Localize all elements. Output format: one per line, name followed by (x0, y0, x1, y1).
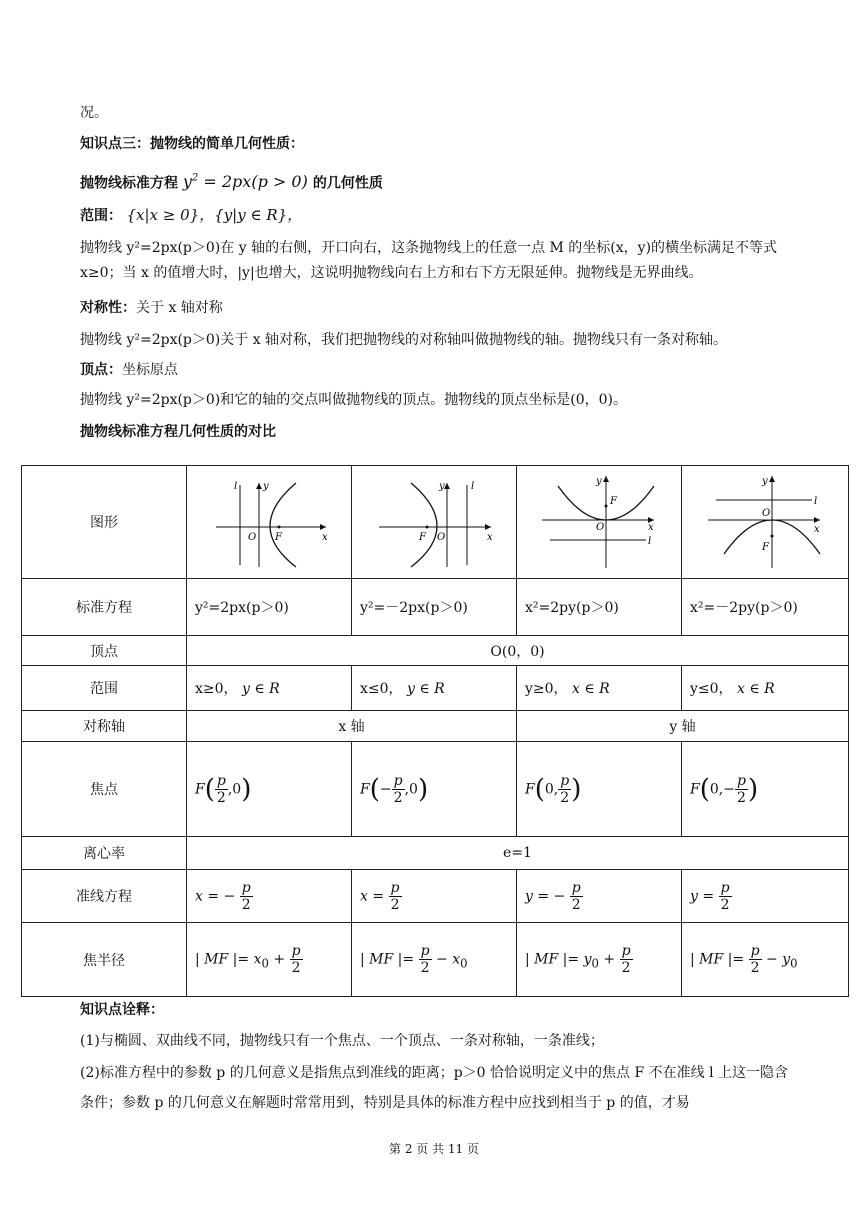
note-2: (2)标准方程中的参数 p 的几何意义是指焦点到准线的距离；p＞0 恰恰说明定义中的焦点 F 不在准线 l 上这一隐含条件；参数 p 的几何意义在解题时常常用到，特别是具体的标准方程中应找到相当于 p 的值，才易 (80, 1065, 789, 1111)
focus-cell-down: F(0,− $\frac{p}{2}$ ) (682, 742, 849, 837)
axis-y-cell: y 轴 (517, 711, 849, 742)
row-label-vertex: 顶点 (22, 636, 187, 666)
table-row-figure (22, 466, 849, 579)
range-text: y≥0， (525, 681, 568, 697)
symmetry-value: 关于 x 轴对称 (136, 300, 223, 316)
focal-radius-cell: | MF |= $\frac{p}{2}$ − $x_0$ (352, 923, 517, 997)
svg-text:F: F (610, 496, 617, 507)
focal-radius-cell: | MF |= $x_0$ + $\frac{p}{2}$ (187, 923, 352, 997)
focus-cell-left: F(− $\frac{p}{2}$ ,0) (352, 742, 517, 837)
directrix-cell: x = − $\frac{p}{2}$ (187, 870, 352, 923)
axis-x-cell: x 轴 (187, 711, 517, 742)
svg-text:x: x (814, 524, 820, 535)
svg-text:y: y (596, 476, 602, 487)
equation-formula: $y^2 = 2px(p > 0)$ (182, 172, 313, 192)
vertex-paragraph: 抛物线 y²=2px(p＞0)和它的轴的交点叫做抛物线的顶点。抛物线的顶点坐标是(0，0)。 (80, 392, 627, 408)
range-cell (352, 666, 517, 711)
subheading-prefix: 抛物线标准方程 (80, 175, 178, 192)
symmetry-label: 对称性： (80, 300, 136, 316)
range-cell (187, 666, 352, 711)
range-math: x ∈ R (737, 681, 775, 697)
focus-cell-right: F( $\frac{p}{2}$ ,0) (187, 742, 352, 837)
directrix-cell: y = − $\frac{p}{2}$ (517, 870, 682, 923)
range-paragraph: 抛物线 y²=2px(p＞0)在 y 轴的右侧，开口向右，这条抛物线上的任意一点 M 的坐标(x，y)的横坐标满足不等式 x≥0；当 x 的值增大时，|y|也增大，这说明抛物线向右上方和右下方无限延伸。抛物线是无界曲线。 (80, 240, 778, 281)
subheading-standard-equation (80, 169, 383, 193)
equation-cell: y²=－2px(p＞0) (352, 579, 517, 636)
focal-radius-cell: | MF |= $\frac{p}{2}$ − $y_0$ (682, 923, 849, 997)
row-label-focal-radius: 焦半径 (22, 923, 187, 997)
parabola-up-figure (534, 472, 664, 572)
figure-cell-up (517, 466, 682, 579)
svg-text:x: x (322, 531, 328, 543)
svg-text:y: y (263, 480, 269, 492)
page-footer: 第 2 页 共 11 页 (389, 1142, 479, 1156)
range-text: x≤0， (360, 681, 403, 697)
parabola-right-figure (204, 475, 334, 570)
focus-cell-up: F(0, $\frac{p}{2}$ ) (517, 742, 682, 837)
svg-text:F: F (275, 531, 282, 543)
equation-cell: x²=－2py(p＞0) (682, 579, 849, 636)
row-label-eccentricity: 离心率 (22, 837, 187, 870)
range-cell (682, 666, 849, 711)
parabola-down-figure (700, 472, 830, 572)
table-row-focus (22, 742, 849, 837)
section-heading: 知识点三：抛物线的简单几何性质： (80, 136, 304, 152)
svg-text:l: l (234, 480, 238, 492)
range-math: x ∈ R (572, 681, 610, 697)
range-math: y ∈ R (242, 681, 280, 697)
note-1: (1)与椭圆、双曲线不同，抛物线只有一个焦点、一个顶点、一条对称轴，一条准线； (80, 1033, 604, 1049)
svg-text:l: l (814, 496, 818, 507)
equation-cell: y²=2px(p＞0) (187, 579, 352, 636)
comparison-table (21, 465, 849, 997)
row-label-range: 范围 (22, 666, 187, 711)
row-label-equation: 标准方程 (22, 579, 187, 636)
figure-cell-down (682, 466, 849, 579)
vertex-line (80, 360, 178, 380)
range-text: x≥0， (195, 681, 238, 697)
table-title: 抛物线标准方程几何性质的对比 (80, 424, 276, 440)
symmetry-paragraph: 抛物线 y²=2px(p＞0)关于 x 轴对称，我们把抛物线的对称轴叫做抛物线的轴。抛物线只有一条对称轴。 (80, 332, 728, 348)
focal-radius-cell: | MF |= $y_0$ + $\frac{p}{2}$ (517, 923, 682, 997)
row-label-directrix: 准线方程 (22, 870, 187, 923)
svg-text:l: l (648, 536, 652, 547)
svg-text:O: O (248, 531, 257, 543)
table-row-range (22, 666, 849, 711)
svg-text:y: y (762, 476, 768, 487)
row-label-focus: 焦点 (22, 742, 187, 837)
svg-text:x: x (487, 531, 493, 543)
directrix-cell: y = $\frac{p}{2}$ (682, 870, 849, 923)
row-label-axis: 对称轴 (22, 711, 187, 742)
range-cell (517, 666, 682, 711)
range-line (80, 205, 302, 226)
vertex-label: 顶点： (80, 362, 122, 378)
text-line-1: 况。 (80, 105, 108, 121)
equation-cell: x²=2py(p＞0) (517, 579, 682, 636)
svg-text:F: F (762, 542, 769, 553)
table-row-directrix (22, 870, 849, 923)
svg-text:x: x (648, 522, 654, 533)
svg-text:O: O (437, 531, 446, 543)
svg-text:O: O (762, 508, 771, 519)
range-math: y ∈ R (407, 681, 445, 697)
table-row-eccentricity (22, 837, 849, 870)
row-label-figure: 图形 (22, 466, 187, 579)
symmetry-line (80, 298, 223, 318)
svg-text:l: l (471, 480, 475, 492)
figure-cell-right (187, 466, 352, 579)
range-label: 范围： (80, 208, 122, 224)
parabola-left-figure (369, 475, 499, 570)
subheading-suffix: 的几何性质 (312, 175, 383, 192)
vertex-value: 坐标原点 (122, 362, 178, 378)
svg-text:y: y (439, 480, 445, 492)
range-sets: {x|x ≥ 0}，{y|y ∈ R}， (126, 206, 303, 224)
notes-title: 知识点诠释： (80, 1002, 164, 1018)
table-row-axis (22, 711, 849, 742)
directrix-cell: x = $\frac{p}{2}$ (352, 870, 517, 923)
vertex-cell: O(0，0) (187, 636, 849, 666)
range-text: y≤0， (690, 681, 733, 697)
figure-cell-left (352, 466, 517, 579)
table-row-focal-radius (22, 923, 849, 997)
table-row-vertex (22, 636, 849, 666)
svg-text:O: O (596, 522, 605, 533)
eccentricity-cell: e=1 (187, 837, 849, 870)
svg-text:F: F (419, 531, 426, 543)
table-row-equation (22, 579, 849, 636)
